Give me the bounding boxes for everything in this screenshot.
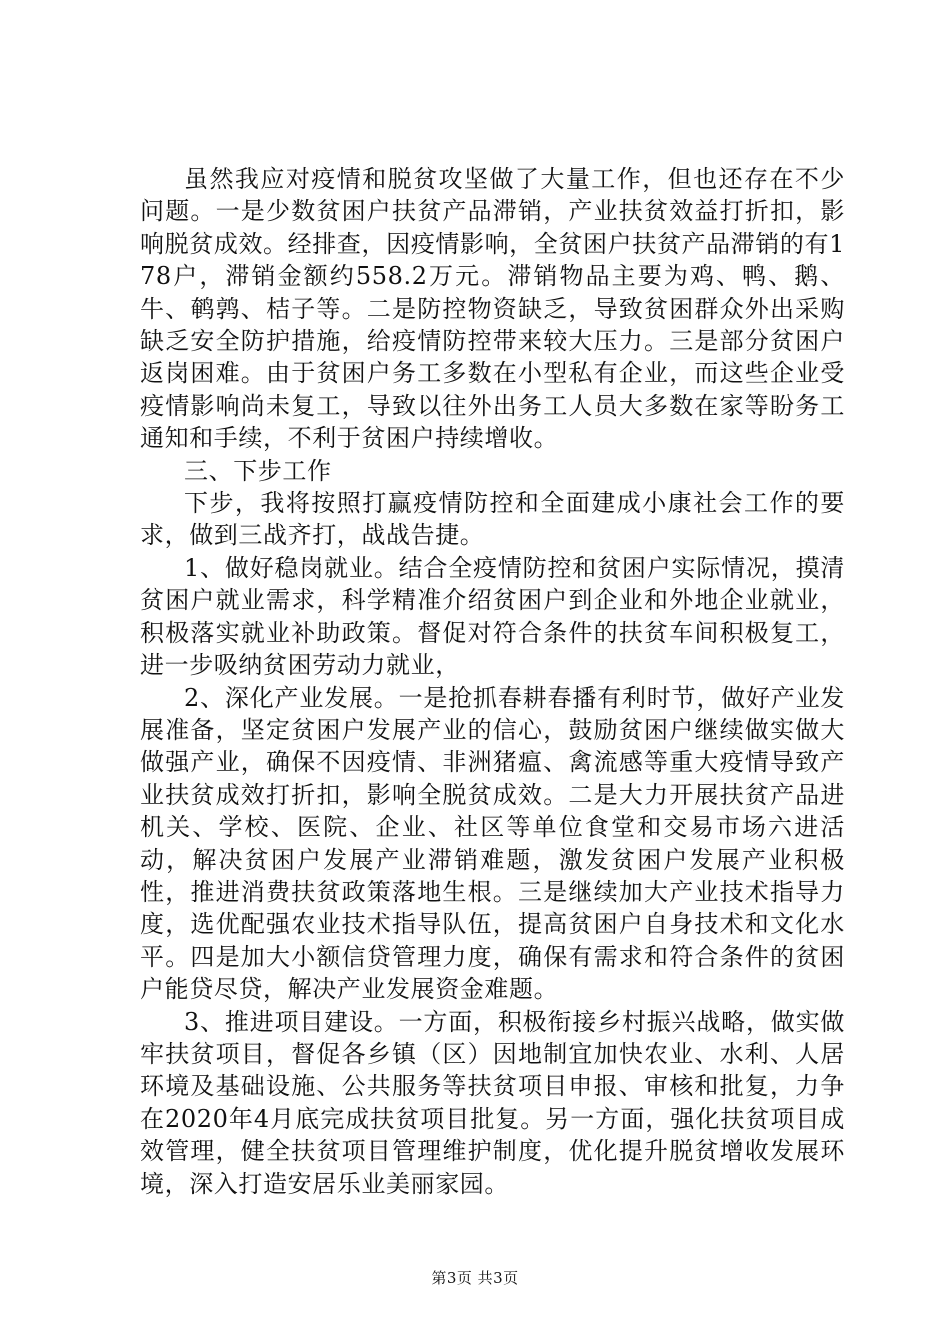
- paragraph-next-steps-intro: 下步，我将按照打赢疫情防控和全面建成小康社会工作的要求，做到三战齐打，战战告捷。: [140, 489, 845, 550]
- paragraph-problems: 虽然我应对疫情和脱贫攻坚做了大量工作，但也还存在不少问题。一是少数贫困户扶贫产品滞销，产业扶贫效益打折扣，影响脱贫成效。经排查，因疫情影响，全贫困户扶贫产品滞销的有178户，滞销金额约558.2万元。滞销物品主要为鸡、鸭、鹅、牛、鹌鹑、桔子等。二是防控物资缺乏，导致贫困群众外出采购缺乏安全防护措施，给疫情防控带来较大压力。三是部分贫困户返岗困难。由于贫困户务工多数在小型私有企业，而这些企业受疫情影响尚未复工，导致以往外出务工人员大多数在家等盼务工通知和手续，不利于贫困户持续增收。: [140, 165, 845, 453]
- paragraph-item-1-employment: 1、做好稳岗就业。结合全疫情防控和贫困户实际情况，摸清贫困户就业需求，科学精准介绍贫困户到企业和外地企业就业，积极落实就业补助政策。督促对符合条件的扶贫车间积极复工，进一步吸纳贫困劳动力就业，: [140, 553, 845, 680]
- page-number-label: 第3页 共3页: [431, 1269, 519, 1287]
- paragraph-item-3-projects: 3、推进项目建设。一方面，积极衔接乡村振兴战略，做实做牢扶贫项目，督促各乡镇（区）因地制宜加快农业、水利、人居环境及基础设施、公共服务等扶贫项目申报、审核和批复，力争在2020年4月底完成扶贫项目批复。另一方面，强化扶贫项目成效管理，健全扶贫项目管理维护制度，优化提升脱贫增收发展环境，深入打造安居乐业美丽家园。: [140, 1007, 845, 1198]
- document-body: [140, 163, 845, 1200]
- paragraph-item-2-industry: 2、深化产业发展。一是抢抓春耕春播有利时节，做好产业发展准备，坚定贫困户发展产业的信心，鼓励贫困户继续做实做大做强产业，确保不因疫情、非洲猪瘟、禽流感等重大疫情导致产业扶贫成效打折扣，影响全脱贫成效。二是大力开展扶贫产品进机关、学校、医院、企业、社区等单位食堂和交易市场六进活动，解决贫困户发展产业滞销难题，激发贫困户发展产业积极性，推进消费扶贫政策落地生根。三是继续加大产业技术指导力度，选优配强农业技术指导队伍，提高贫困户自身技术和文化水平。四是加大小额信贷管理力度，确保有需求和符合条件的贫困户能贷尽贷，解决产业发展资金难题。: [140, 683, 845, 1004]
- page-footer: [0, 1268, 950, 1288]
- section-heading-next-steps: 三、下步工作: [184, 456, 332, 485]
